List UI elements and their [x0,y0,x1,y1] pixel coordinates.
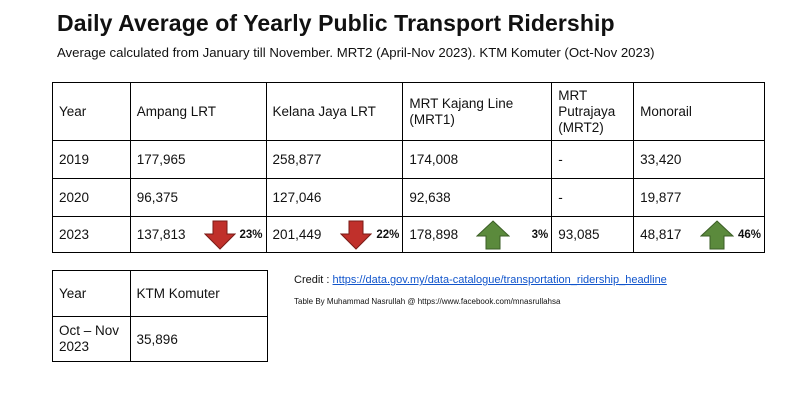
cell-monorail: 19,877 [634,179,765,217]
cell-period: Oct – Nov 2023 [53,317,131,362]
table-row [53,317,268,362]
cell-year: 2023 [53,217,131,253]
table-row [53,141,765,179]
cell-year: 2019 [53,141,131,179]
header-monorail: Monorail [634,83,765,141]
header-mrt-kajang: MRT Kajang Line (MRT1) [403,83,552,141]
cell-value: 137,813 [136,227,186,242]
change-percent: 22% [376,228,400,241]
cell-value: 178,898 [409,227,459,242]
cell-year: 2020 [53,179,131,217]
cell-kelana-jaya: 127,046 [266,179,403,217]
cell-mrt2: - [552,141,634,179]
ktm-komuter-table [52,270,268,362]
ridership-table [52,82,765,253]
page-title: Daily Average of Yearly Public Transport Ridership [57,10,615,36]
cell-ampang: 177,965 [130,141,266,179]
header-ktm-komuter: KTM Komuter [130,271,267,317]
cell-kelana-jaya: 258,877 [266,141,403,179]
change-percent: 23% [239,228,263,241]
cell-monorail: 33,420 [634,141,765,179]
cell-ampang: 96,375 [130,179,266,217]
table-row [53,217,765,253]
credit-link[interactable]: https://data.gov.my/data-catalogue/transportation_ridership_headline [332,274,667,286]
table-header-row [53,271,268,317]
change-percent: 46% [737,228,761,241]
credit-line [294,274,667,286]
down-arrow-icon [340,220,372,250]
header-year: Year [53,271,131,317]
cell-monorail [634,217,765,253]
up-arrow-icon [700,220,734,250]
table-header-row [53,83,765,141]
byline: Table By Muhammad Nasrullah @ https://www.facebook.com/mnasrullahsa [294,297,561,306]
header-mrt-putrajaya: MRT Putrajaya (MRT2) [552,83,634,141]
cell-ampang [130,217,266,253]
cell-kelana-jaya [266,217,403,253]
cell-value: 201,449 [272,227,322,242]
cell-mrt1 [403,217,552,253]
header-kelana-jaya-lrt: Kelana Jaya LRT [266,83,403,141]
cell-mrt2: - [552,179,634,217]
down-arrow-icon [204,220,236,250]
table-row [53,179,765,217]
cell-mrt1: 92,638 [403,179,552,217]
cell-value: 48,817 [640,227,682,242]
header-year: Year [53,83,131,141]
cell-ktm-komuter: 35,896 [130,317,267,362]
cell-mrt2: 93,085 [552,217,634,253]
up-arrow-icon [476,220,510,250]
page-subtitle: Average calculated from January till November. MRT2 (April-Nov 2023). KTM Komuter (Oct-Nov 2023) [57,45,655,60]
credit-label: Credit : [294,274,333,286]
header-ampang-lrt: Ampang LRT [130,83,266,141]
cell-mrt1: 174,008 [403,141,552,179]
change-percent: 3% [531,228,549,241]
